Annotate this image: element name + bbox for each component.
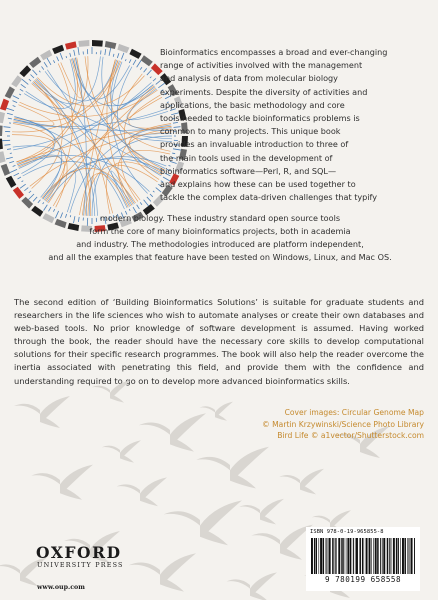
genome-tick	[19, 94, 21, 95]
genome-tick	[8, 118, 12, 119]
genome-ring-segment	[117, 44, 129, 53]
barcode-bar	[326, 538, 327, 574]
genome-tick	[20, 89, 23, 91]
genome-tick	[43, 202, 44, 204]
barcode-bar	[364, 538, 365, 574]
barcode-bar	[371, 538, 372, 574]
description-line: applications, the basic methodology and core	[160, 99, 345, 110]
genome-tick	[133, 60, 136, 65]
genome-ring-segment	[0, 125, 3, 136]
genome-tick	[4, 145, 10, 146]
genome-ring-segment	[0, 139, 3, 150]
genome-tick	[7, 149, 11, 150]
barcode-bar	[410, 538, 411, 574]
barcode-bar	[338, 538, 340, 574]
university-press-label: UNIVERSITY PRESS	[37, 561, 124, 569]
barcode-bar	[398, 538, 399, 574]
genome-ring-segment	[40, 50, 52, 61]
description-line: range of activities involved with the management	[160, 60, 363, 71]
barcode-bar	[411, 538, 413, 574]
barcode-bar	[380, 538, 381, 574]
genome-tick	[57, 57, 59, 62]
bird-silhouette	[227, 572, 277, 600]
genome-tick	[13, 96, 19, 99]
genome-tick	[41, 66, 43, 69]
description-line: Bioinformatics encompasses a broad and ever-changing	[160, 47, 388, 57]
genome-tick	[137, 205, 140, 209]
genome-ring-segment	[52, 45, 64, 54]
barcode-bar	[414, 538, 415, 574]
barcode-bar	[377, 538, 379, 574]
barcode-bars	[311, 538, 415, 574]
genome-tick	[150, 194, 153, 197]
barcode-bar	[323, 538, 325, 574]
bird-silhouette	[164, 500, 242, 545]
barcode-bar	[316, 538, 317, 574]
bird-silhouette	[129, 553, 196, 591]
description-line: and explains how these can be used together to	[160, 179, 356, 190]
barcode-bar	[332, 538, 334, 574]
barcode-bar	[328, 538, 329, 574]
description-paragraph-2: The second edition of ‘Building Bioinformatics Solutions’ is suitable for graduate students and researchers in the life sciences who wish to automate analyses or create their own databases and web-based tools. No prior knowledge of software development is assumed. Having worked through the book, the reader should have the necessary core skills to develop computational solutions for their specific research programmes. The book will also help the reader overcome the inertia associated with penetrating this field, and provide them with the confidence and understanding required to go on to develop more advanced bioinformatics skills.	[14, 297, 424, 386]
barcode-digits: 9 780199 658558	[324, 575, 402, 584]
barcode-bar	[366, 538, 368, 574]
cover-image-credits	[164, 407, 424, 442]
genome-tick	[144, 200, 149, 206]
genome-tick	[105, 49, 106, 55]
barcode-bar	[353, 538, 354, 574]
genome-tick	[30, 74, 34, 78]
genome-tick	[22, 79, 28, 84]
genome-tick	[47, 58, 51, 65]
description-line: and industry. The methodologies introduced are platform independent,	[76, 239, 364, 249]
genome-ring-segment	[78, 40, 89, 47]
barcode-bar	[320, 538, 322, 574]
genome-tick	[144, 68, 147, 72]
genome-tick	[13, 106, 16, 107]
barcode-bar	[400, 538, 401, 574]
isbn-barcode	[306, 527, 420, 591]
genome-link	[106, 162, 162, 214]
genome-tick	[74, 50, 75, 56]
barcode-bar	[347, 538, 349, 574]
genome-tick	[29, 79, 31, 81]
barcode-bar	[359, 538, 361, 574]
genome-ring-segment	[0, 151, 6, 163]
genome-tick	[53, 60, 54, 63]
description-line: the main tools used in the development of	[160, 152, 333, 163]
bird-silhouette	[117, 477, 167, 506]
genome-tick	[49, 207, 52, 211]
barcode-bar	[346, 538, 347, 574]
barcode-bar	[382, 538, 383, 574]
credit-line: Cover images: Circular Genome Map	[284, 408, 424, 417]
bird-silhouette	[196, 447, 269, 489]
genome-tick	[28, 194, 34, 200]
barcode-bar	[355, 538, 356, 574]
genome-tick	[60, 53, 63, 60]
bird-silhouette	[251, 525, 313, 560]
genome-ring-segment	[6, 176, 16, 188]
description-line: bioinformatics software—Perl, R, and SQL—	[160, 165, 337, 176]
genome-tick	[13, 101, 18, 103]
genome-tick	[117, 53, 119, 58]
genome-tick	[129, 209, 130, 211]
barcode-bar	[375, 538, 377, 574]
genome-tick	[125, 59, 126, 61]
bird-silhouette	[239, 499, 284, 525]
barcode-bar	[373, 538, 374, 574]
genome-tick	[153, 78, 156, 81]
genome-tick	[20, 184, 26, 188]
barcode-bar	[404, 538, 406, 574]
genome-ring-segment	[19, 65, 31, 77]
genome-tick	[14, 173, 19, 176]
genome-ring-segment	[0, 112, 5, 124]
genome-ring-segment	[11, 75, 22, 87]
description-line: tackle the complex data-driven challenges that typify	[160, 192, 378, 203]
barcode-bar	[391, 538, 392, 574]
barcode-bar	[356, 538, 358, 574]
genome-ring-segment	[141, 55, 153, 66]
genome-tick	[6, 108, 14, 110]
genome-tick	[38, 200, 41, 203]
barcode-bar	[387, 538, 389, 574]
barcode-bar	[341, 538, 343, 574]
genome-tick	[129, 59, 131, 63]
genome-link	[75, 58, 165, 169]
genome-ring-segment	[65, 41, 77, 49]
barcode-bar	[383, 538, 385, 574]
genome-ring-segment	[21, 197, 33, 209]
genome-tick	[150, 77, 151, 78]
description-line: modern biology. These industry standard open source tools	[99, 213, 341, 223]
credit-line: Bird Life © a1vector/Shutterstock.com	[277, 431, 424, 441]
genome-tick	[32, 70, 37, 75]
barcode-bar	[362, 538, 363, 574]
description-line: and analysis of data from molecular biology	[160, 73, 338, 84]
barcode-bar	[396, 538, 398, 574]
genome-tick	[13, 165, 16, 166]
genome-tick	[44, 62, 47, 67]
genome-tick	[18, 177, 21, 179]
bird-silhouette	[14, 396, 70, 428]
barcode-bar	[319, 538, 320, 574]
genome-tick	[70, 53, 71, 57]
genome-tick	[147, 70, 152, 75]
genome-tick	[6, 157, 13, 159]
description-line: common to many projects. This unique book	[160, 126, 341, 137]
genome-tick	[140, 67, 142, 69]
genome-tick	[66, 56, 67, 58]
bird-silhouette	[92, 380, 131, 402]
barcode-bar	[314, 538, 316, 574]
genome-tick	[147, 197, 151, 201]
genome-link	[33, 56, 101, 104]
credit-line: © Martin Krzywinski/Science Photo Library	[262, 419, 424, 429]
description-line: form the core of many bioinformatics projects, both in academia	[89, 226, 351, 236]
oxford-logo: OXFORD	[36, 543, 122, 562]
barcode-bar	[389, 538, 390, 574]
genome-tick	[78, 47, 79, 55]
genome-tick	[153, 191, 154, 192]
isbn-label: ISBN 978-0-19-965855-8	[310, 529, 384, 535]
genome-tick	[137, 61, 141, 68]
genome-tick	[33, 197, 37, 201]
genome-tick	[10, 169, 17, 172]
genome-tick	[121, 53, 124, 60]
bird-silhouette	[279, 469, 324, 495]
barcode-bar	[335, 538, 336, 574]
description-line: provides an invaluable introduction to three of	[160, 139, 349, 150]
bird-silhouette	[102, 440, 141, 462]
genome-ring-segment	[92, 40, 103, 47]
genome-tick	[22, 181, 24, 182]
barcode-bar	[393, 538, 395, 574]
barcode-bar	[311, 538, 313, 574]
genome-tick	[21, 84, 26, 88]
description-line: and all the examples that feature have been tested on Windows, Linux, and Mac OS.	[48, 252, 392, 262]
genome-tick	[9, 161, 14, 163]
description-line: tools needed to tackle bioinformatics problems is	[160, 113, 360, 124]
genome-ring-segment	[13, 187, 24, 199]
description-line: experiments. Despite the diversity of activities and	[160, 86, 368, 97]
genome-tick	[113, 54, 114, 57]
genome-tick	[39, 71, 40, 73]
barcode-bar	[336, 538, 337, 574]
barcode-bar	[343, 538, 344, 574]
genome-tick	[44, 205, 48, 211]
barcode-bar	[329, 538, 331, 574]
barcode-bar	[369, 538, 371, 574]
genome-link	[53, 88, 156, 206]
description-paragraph-1	[160, 46, 426, 204]
genome-tick	[29, 191, 31, 193]
bird-silhouette	[31, 465, 93, 500]
genome-tick	[3, 127, 10, 128]
genome-tick	[24, 188, 28, 191]
publisher-url: www.oup.com	[37, 584, 85, 591]
genome-ring-segment	[105, 41, 117, 49]
genome-tick	[109, 48, 111, 56]
genome-ring-segment	[5, 86, 15, 98]
barcode-bar	[350, 538, 352, 574]
genome-ring-segment	[29, 57, 41, 68]
genome-tick	[7, 113, 13, 115]
genome-link	[111, 62, 147, 194]
genome-tick	[140, 202, 142, 204]
barcode-bar	[407, 538, 408, 574]
genome-ring-segment	[1, 164, 10, 176]
barcode-bar	[402, 538, 404, 574]
genome-ring-segment	[129, 49, 141, 59]
